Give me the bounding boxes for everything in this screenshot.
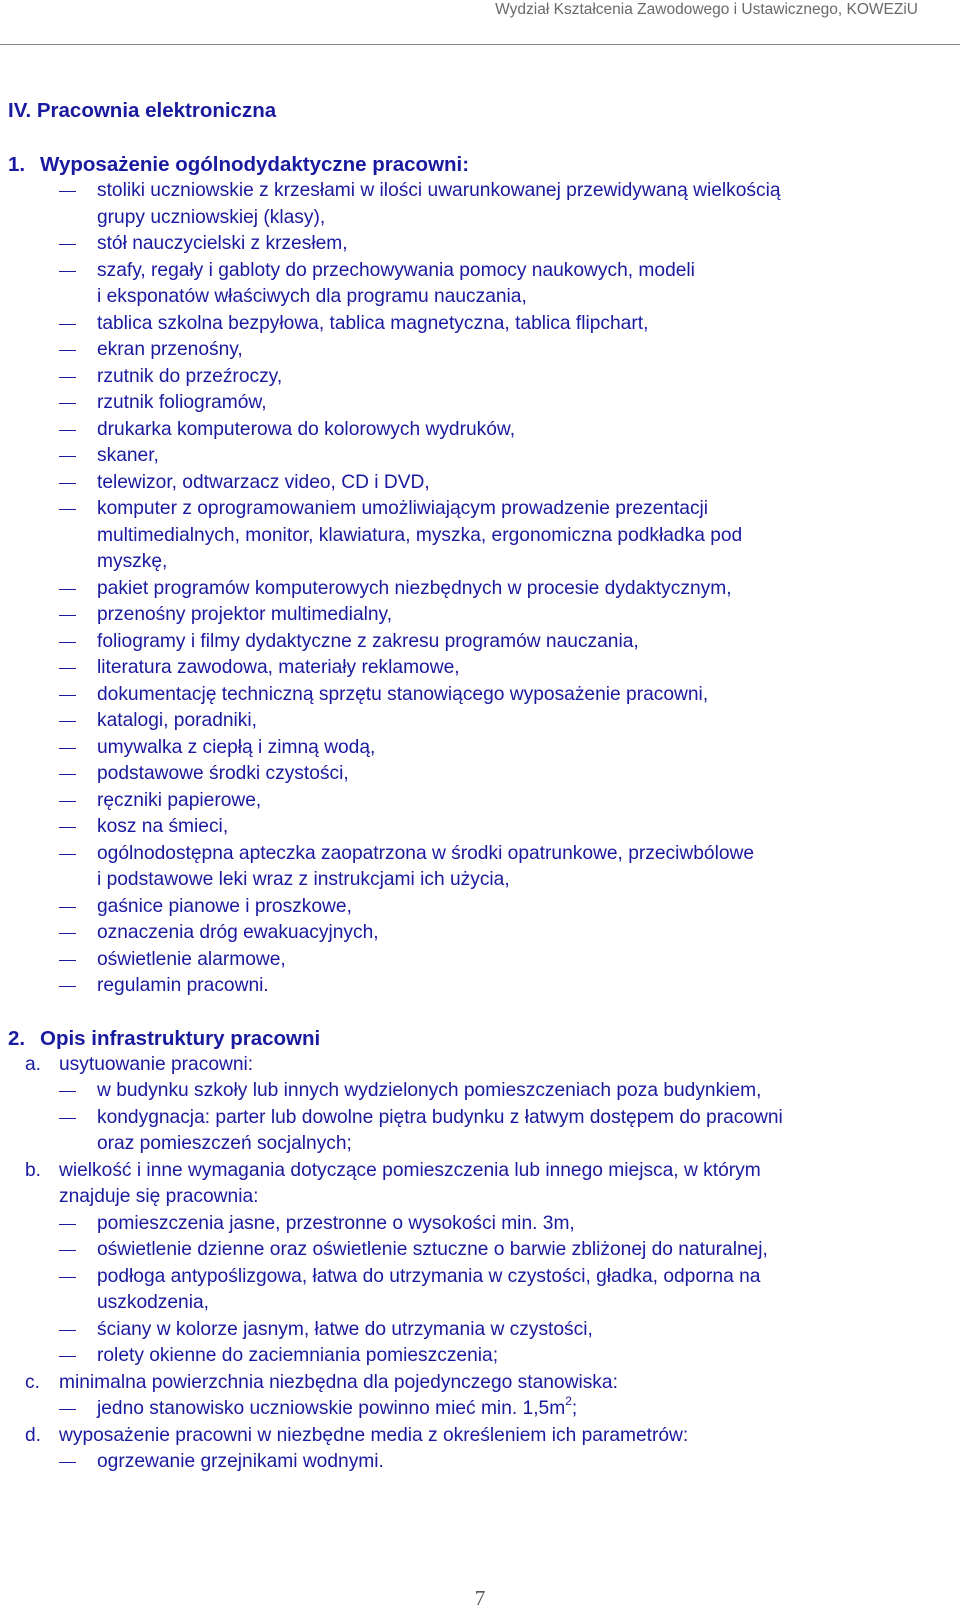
list-item-text: myszkę, xyxy=(97,551,168,573)
dash-bullet xyxy=(59,509,76,510)
list-item xyxy=(0,258,960,285)
dash-bullet xyxy=(59,589,76,590)
dash-bullet xyxy=(59,1091,76,1092)
list-item xyxy=(0,602,960,629)
list-item-text: multimedialnych, monitor, klawiatura, myszka, ergonomiczna podkładka pod xyxy=(97,524,743,546)
list-item xyxy=(0,761,960,788)
spacer xyxy=(0,1000,960,1026)
dash-bullet xyxy=(59,1409,76,1410)
list-item xyxy=(0,1449,960,1476)
subsection-item xyxy=(0,1158,960,1185)
list-item-text: stół nauczycielski z krzesłem, xyxy=(97,233,348,255)
section-title: Wyposażenie ogólnodydaktyczne pracowni: xyxy=(40,153,470,176)
dash-bullet xyxy=(59,801,76,802)
dash-bullet xyxy=(59,1356,76,1357)
list-item-text: jedno stanowisko uczniowskie powinno mieć min. $1,5m^2$; xyxy=(97,1393,578,1420)
list-item xyxy=(0,1343,960,1370)
list-item-continuation xyxy=(0,549,960,576)
list-item-text: podstawowe środki czystości, xyxy=(97,763,349,785)
list-item-text: skaner, xyxy=(97,445,159,467)
list-item xyxy=(0,417,960,444)
list-item-text: rolety okienne do zaciemniania pomieszczenia; xyxy=(97,1345,499,1367)
dash-bullet xyxy=(59,1277,76,1278)
page-number: 7 xyxy=(474,1586,486,1610)
subsection-text: wielkość i inne wymagania dotyczące pomieszczenia lub innego miejsca, w którym xyxy=(59,1159,761,1181)
list-item-text: szafy, regały i gabloty do przechowywania pomocy naukowych, modeli xyxy=(97,259,695,281)
list-item-continuation xyxy=(0,867,960,894)
list-item xyxy=(0,788,960,815)
list-item-text: ekran przenośny, xyxy=(97,339,243,361)
page-header xyxy=(0,0,960,45)
dash-bullet xyxy=(59,668,76,669)
list-item xyxy=(0,364,960,391)
subsection-letter: a. xyxy=(25,1053,42,1075)
list-item xyxy=(0,841,960,868)
list-item xyxy=(0,443,960,470)
dash-bullet xyxy=(59,642,76,643)
dash-bullet xyxy=(59,324,76,325)
dash-bullet xyxy=(59,960,76,961)
list-item xyxy=(0,1078,960,1105)
list-item xyxy=(0,231,960,258)
list-item xyxy=(0,337,960,364)
subsection-text: znajduje się pracownia: xyxy=(59,1186,259,1208)
list-item-text: katalogi, poradniki, xyxy=(97,710,257,732)
list-item-text: kosz na śmieci, xyxy=(97,816,229,838)
dash-bullet xyxy=(59,774,76,775)
dash-bullet xyxy=(59,377,76,378)
list-item-text: podłoga antypoślizgowa, łatwa do utrzymania w czystości, gładka, odporna na xyxy=(97,1265,761,1287)
list-item xyxy=(0,1393,960,1423)
dash-bullet xyxy=(59,933,76,934)
list-item-text: przenośny projektor multimedialny, xyxy=(97,604,393,626)
list-item xyxy=(0,894,960,921)
page-title: IV. Pracownia elektroniczna xyxy=(8,99,277,122)
list-item xyxy=(0,735,960,762)
dash-bullet xyxy=(59,430,76,431)
list-item xyxy=(0,920,960,947)
dash-bullet xyxy=(59,1462,76,1463)
header-text: Wydział Kształcenia Zawodowego i Ustawicznego, KOWEZiU xyxy=(495,1,918,18)
list-item xyxy=(0,496,960,523)
list-item-continuation xyxy=(0,205,960,232)
subsection-letter: c. xyxy=(25,1371,40,1393)
dash-bullet xyxy=(59,721,76,722)
document-body xyxy=(0,152,960,1476)
list-item-text: komputer z oprogramowaniem umożliwiającym prowadzenie prezentacji xyxy=(97,498,709,520)
list-item-text: kondygnacja: parter lub dowolne piętra budynku z łatwym dostępem do pracowni xyxy=(97,1106,783,1128)
list-item-text: uszkodzenia, xyxy=(97,1292,209,1314)
list-item xyxy=(0,470,960,497)
dash-bullet xyxy=(59,191,76,192)
list-item xyxy=(0,947,960,974)
list-item-text: i podstawowe leki wraz z instrukcjami ich użycia, xyxy=(97,869,510,891)
list-item xyxy=(0,973,960,1000)
dash-bullet xyxy=(59,403,76,404)
dash-bullet xyxy=(59,986,76,987)
section-heading xyxy=(0,1026,960,1052)
dash-bullet xyxy=(59,748,76,749)
list-item xyxy=(0,1264,960,1291)
list-item-text: dokumentację techniczną sprzętu stanowiącego wyposażenie pracowni, xyxy=(97,683,709,705)
dash-bullet xyxy=(59,1118,76,1119)
dash-bullet xyxy=(59,854,76,855)
list-item xyxy=(0,390,960,417)
dash-bullet xyxy=(59,350,76,351)
section-heading xyxy=(0,152,960,178)
list-item-text: telewizor, odtwarzacz video, CD i DVD, xyxy=(97,471,430,493)
superscript: 2 xyxy=(565,1393,572,1408)
list-item-text: pomieszczenia jasne, przestronne o wysokości min. 3m, xyxy=(97,1212,575,1234)
subsection-item xyxy=(0,1052,960,1079)
list-item-text: umywalka z ciepłą i zimną wodą, xyxy=(97,736,376,758)
list-item xyxy=(0,576,960,603)
list-item xyxy=(0,1237,960,1264)
list-item-text: literatura zawodowa, materiały reklamowe, xyxy=(97,657,460,679)
list-item-text: regulamin pracowni. xyxy=(97,975,269,997)
dash-bullet xyxy=(59,271,76,272)
dash-bullet xyxy=(59,456,76,457)
list-item-text: i eksponatów właściwych dla programu nauczania, xyxy=(97,286,527,308)
dash-bullet xyxy=(59,244,76,245)
list-item-text: oraz pomieszczeń socjalnych; xyxy=(97,1133,352,1155)
dash-bullet xyxy=(59,1330,76,1331)
subsection-letter: b. xyxy=(25,1159,42,1181)
list-item-text: ściany w kolorze jasnym, łatwe do utrzymania w czystości, xyxy=(97,1318,593,1340)
dash-bullet xyxy=(59,827,76,828)
list-item xyxy=(0,1105,960,1132)
dash-bullet xyxy=(59,483,76,484)
section-number: 1. xyxy=(8,153,26,176)
list-item-text: drukarka komputerowa do kolorowych wydruków, xyxy=(97,418,516,440)
list-item-continuation xyxy=(0,1131,960,1158)
subsection-text: wyposażenie pracowni w niezbędne media z określeniem ich parametrów: xyxy=(59,1424,689,1446)
list-item xyxy=(0,1317,960,1344)
list-item-text: pakiet programów komputerowych niezbędnych w procesie dydaktycznym, xyxy=(97,577,732,599)
list-item xyxy=(0,814,960,841)
list-item-text: rzutnik do przeźroczy, xyxy=(97,365,283,387)
list-item-text: ogrzewanie grzejnikami wodnymi. xyxy=(97,1451,384,1473)
section-title: Opis infrastruktury pracowni xyxy=(40,1026,321,1050)
subsection-letter: d. xyxy=(25,1424,42,1446)
subsection-continuation xyxy=(0,1184,960,1211)
list-item-continuation xyxy=(0,1290,960,1317)
list-item xyxy=(0,629,960,656)
list-item xyxy=(0,178,960,205)
list-item xyxy=(0,708,960,735)
subsection-text: usytuowanie pracowni: xyxy=(59,1053,254,1075)
dash-bullet xyxy=(59,907,76,908)
list-item-text: w budynku szkoły lub innych wydzielonych pomieszczeniach poza budynkiem, xyxy=(97,1080,762,1102)
list-item-text: ręczniki papierowe, xyxy=(97,789,262,811)
list-item-text: oznaczenia dróg ewakuacyjnych, xyxy=(97,922,379,944)
list-item xyxy=(0,655,960,682)
list-item-continuation xyxy=(0,284,960,311)
list-item-text: grupy uczniowskiej (klasy), xyxy=(97,206,326,228)
list-item-text: oświetlenie dzienne oraz oświetlenie sztuczne o barwie zbliżonej do naturalnej, xyxy=(97,1239,768,1261)
list-item-continuation xyxy=(0,523,960,550)
list-item-text: foliogramy i filmy dydaktyczne z zakresu programów nauczania, xyxy=(97,630,639,652)
dash-bullet xyxy=(59,615,76,616)
list-item-text: oświetlenie alarmowe, xyxy=(97,948,286,970)
subsection-item xyxy=(0,1370,960,1397)
dash-bullet xyxy=(59,1250,76,1251)
list-item xyxy=(0,311,960,338)
subsection-text: minimalna powierzchnia niezbędna dla pojedynczego stanowiska: xyxy=(59,1371,618,1393)
section-number: 2. xyxy=(8,1026,26,1050)
dash-bullet xyxy=(59,695,76,696)
list-item-text: stoliki uczniowskie z krzesłami w ilości uwarunkowanej przewidywaną wielkością xyxy=(97,180,781,202)
list-item-text: tablica szkolna bezpyłowa, tablica magnetyczna, tablica flipchart, xyxy=(97,312,649,334)
list-item xyxy=(0,682,960,709)
list-item-text: rzutnik foliogramów, xyxy=(97,392,267,414)
list-item-text: gaśnice pianowe i proszkowe, xyxy=(97,895,352,917)
list-item xyxy=(0,1211,960,1238)
list-item-text: ogólnodostępna apteczka zaopatrzona w środki opatrunkowe, przeciwbólowe xyxy=(97,842,755,864)
dash-bullet xyxy=(59,1224,76,1225)
subsection-item xyxy=(0,1423,960,1450)
